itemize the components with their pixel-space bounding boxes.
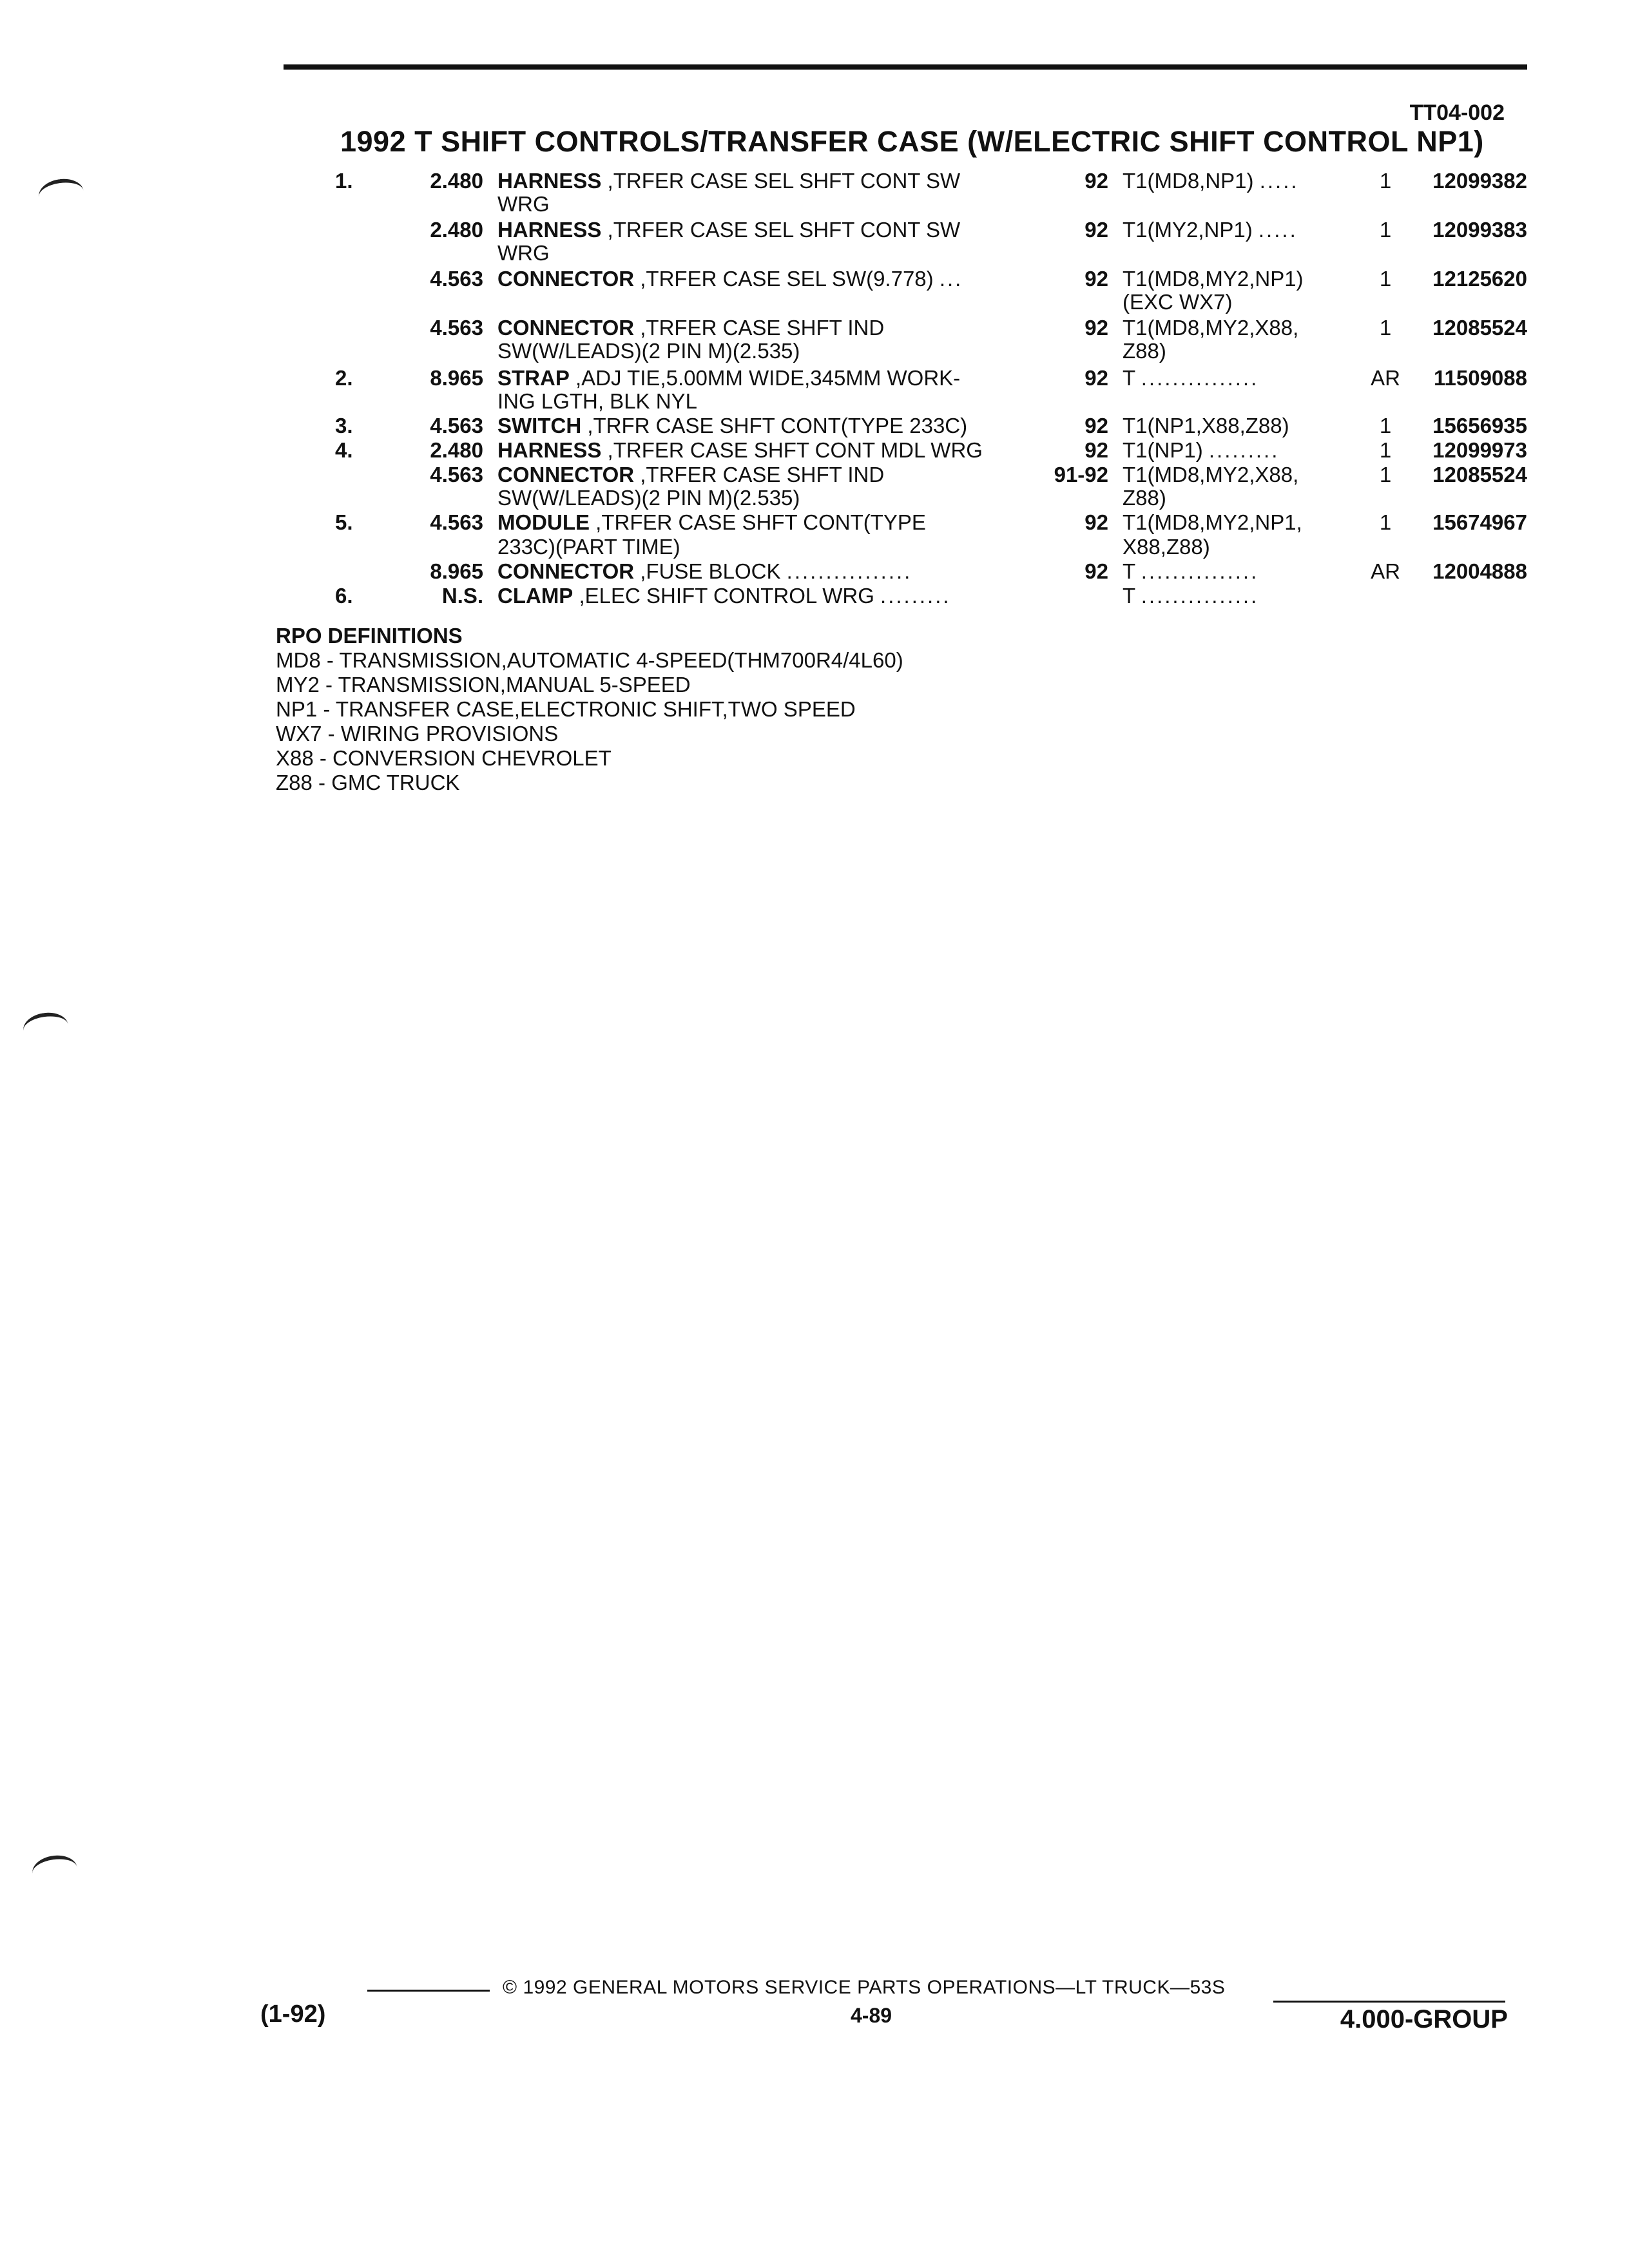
part-number: 12085524: [1432, 316, 1527, 340]
part-description: [497, 535, 1032, 559]
part-description: [497, 486, 1032, 510]
usage-code: [1123, 559, 1354, 584]
group-number: 4.563: [430, 414, 483, 437]
leader-dots: ...............: [1141, 559, 1259, 583]
group-number: 4.563: [430, 510, 483, 534]
parts-row: [0, 241, 1629, 265]
parts-row: [0, 438, 1629, 463]
part-description-text: ,TRFER CASE SEL SHFT CONT SW: [607, 218, 961, 242]
leader-dots: ...: [939, 267, 963, 291]
group-number: 4.563: [430, 463, 483, 486]
group-number: N.S.: [441, 584, 483, 608]
part-description: [497, 218, 1032, 242]
usage-code: [1123, 486, 1354, 510]
parts-row: [0, 389, 1629, 414]
part-description: [497, 510, 1032, 535]
group-number: 2.480: [430, 169, 483, 193]
footer-copyright: © 1992 GENERAL MOTORS SERVICE PARTS OPERATIONS—LT TRUCK—53S: [503, 1977, 1226, 1998]
page-title: 1992 T SHIFT CONTROLS/TRANSFER CASE (W/ELECTRIC SHIFT CONTROL NP1): [340, 125, 1484, 158]
part-number: 12085524: [1432, 463, 1527, 486]
usage-text: X88,Z88): [1123, 535, 1210, 559]
usage-text: T: [1123, 584, 1135, 608]
part-number: 12099383: [1432, 218, 1527, 242]
rpo-item: MY2 - TRANSMISSION,MANUAL 5-SPEED: [276, 673, 691, 697]
part-description-text: ,TRFER CASE SHFT IND: [640, 463, 885, 486]
rpo-item: X88 - CONVERSION CHEVROLET: [276, 746, 612, 770]
parts-row: [0, 290, 1629, 314]
part-description: [497, 192, 1032, 216]
rpo-item: Z88 - GMC TRUCK: [276, 771, 460, 794]
parts-row: [0, 510, 1629, 535]
part-name: HARNESS: [497, 438, 602, 462]
usage-code: [1123, 510, 1354, 535]
footer-rule: [1273, 2001, 1505, 2003]
part-description-text: ING LGTH, BLK NYL: [497, 389, 697, 413]
part-description-text: ,FUSE BLOCK: [640, 559, 781, 583]
part-description-text: ,TRFER CASE SHFT CONT MDL WRG: [607, 438, 983, 462]
part-name: CONNECTOR: [497, 559, 635, 583]
model-year: 92: [1084, 438, 1108, 462]
group-number: 4.563: [430, 267, 483, 291]
part-description: [497, 463, 1032, 487]
parts-row: [0, 584, 1629, 608]
usage-text: T1(MD8,MY2,X88,: [1123, 316, 1299, 340]
part-description-text: SW(W/LEADS)(2 PIN M)(2.535): [497, 486, 800, 510]
quantity: 1: [1379, 510, 1392, 534]
punch-mark: [21, 1010, 70, 1045]
part-description: [497, 366, 1032, 390]
part-number: 12099973: [1432, 438, 1527, 462]
part-description: [497, 316, 1032, 340]
usage-text: T1(MY2,NP1): [1123, 218, 1253, 242]
page-number: 4-89: [851, 2004, 892, 2027]
model-year: 92: [1084, 218, 1108, 242]
item-number: 1.: [335, 169, 353, 193]
footer-group: 4.000-GROUP: [1340, 2005, 1508, 2033]
part-description: [497, 339, 1032, 363]
quantity: 1: [1379, 218, 1392, 242]
model-year: 92: [1084, 316, 1108, 340]
item-number: 4.: [335, 438, 353, 462]
footer-rule: [367, 1990, 490, 1992]
part-number: 11509088: [1433, 366, 1527, 390]
quantity: 1: [1379, 463, 1392, 486]
usage-code: [1123, 414, 1354, 438]
part-description-text: 233C)(PART TIME): [497, 535, 680, 559]
group-number: 2.480: [430, 438, 483, 462]
usage-text: T: [1123, 559, 1135, 583]
part-description-text: ,ELEC SHIFT CONTROL WRG: [579, 584, 874, 608]
usage-text: Z88): [1123, 339, 1166, 363]
part-description-text: ,TRFER CASE SEL SHFT CONT SW: [607, 169, 961, 193]
model-year: 92: [1084, 414, 1108, 437]
parts-row: [0, 267, 1629, 291]
group-number: 4.563: [430, 316, 483, 340]
part-name: STRAP: [497, 366, 570, 390]
part-description-text: WRG: [497, 241, 550, 265]
leader-dots: .....: [1258, 218, 1298, 242]
parts-row: [0, 463, 1629, 487]
rpo-definitions: [276, 624, 903, 795]
part-description: [497, 438, 1032, 463]
item-number: 3.: [335, 414, 353, 437]
parts-row: [0, 316, 1629, 340]
usage-code: [1123, 169, 1354, 193]
quantity: 1: [1379, 316, 1392, 340]
quantity: AR: [1371, 366, 1400, 390]
parts-row: [0, 218, 1629, 242]
parts-row: [0, 169, 1629, 193]
leader-dots: .........: [1208, 438, 1280, 462]
part-description: [497, 584, 1032, 608]
part-number: 12125620: [1432, 267, 1527, 291]
parts-row: [0, 414, 1629, 438]
usage-text: T1(NP1,X88,Z88): [1123, 414, 1289, 437]
usage-text: T1(MD8,MY2,X88,: [1123, 463, 1299, 486]
part-description-text: ,TRFR CASE SHFT CONT(TYPE 233C): [587, 414, 968, 437]
quantity: 1: [1379, 267, 1392, 291]
parts-row: [0, 559, 1629, 584]
usage-text: (EXC WX7): [1123, 290, 1233, 314]
part-description-text: ,TRFER CASE SHFT IND: [640, 316, 885, 340]
part-number: 12004888: [1432, 559, 1527, 583]
model-year: 92: [1084, 559, 1108, 583]
rpo-item: MD8 - TRANSMISSION,AUTOMATIC 4-SPEED(THM700R4/4L60): [276, 648, 903, 672]
part-name: CLAMP: [497, 584, 574, 608]
usage-code: [1123, 290, 1354, 314]
part-name: CONNECTOR: [497, 267, 635, 291]
quantity: 1: [1379, 414, 1392, 437]
part-description: [497, 559, 1032, 584]
usage-code: [1123, 535, 1354, 559]
usage-text: T1(MD8,MY2,NP1): [1123, 267, 1304, 291]
item-number: 5.: [335, 510, 353, 534]
quantity: 1: [1379, 169, 1392, 193]
usage-code: [1123, 218, 1354, 242]
usage-text: T1(MD8,MY2,NP1,: [1123, 510, 1302, 534]
top-rule: [284, 64, 1527, 70]
usage-code: [1123, 584, 1354, 608]
leader-dots: ...............: [1141, 366, 1259, 390]
item-number: 6.: [335, 584, 353, 608]
group-number: 8.965: [430, 559, 483, 583]
rpo-list: [276, 648, 903, 795]
part-name: HARNESS: [497, 169, 602, 193]
footer-date: (1-92): [260, 2001, 326, 2028]
model-year: 91-92: [1054, 463, 1108, 486]
model-year: 92: [1084, 267, 1108, 291]
parts-row: [0, 366, 1629, 390]
usage-text: T1(MD8,NP1): [1123, 169, 1254, 193]
usage-code: [1123, 463, 1354, 487]
part-description-text: SW(W/LEADS)(2 PIN M)(2.535): [497, 339, 800, 363]
usage-text: T: [1123, 366, 1135, 390]
parts-row: [0, 339, 1629, 363]
part-description: [497, 241, 1032, 265]
part-description: [497, 414, 1032, 438]
part-description-text: ,ADJ TIE,5.00MM WIDE,345MM WORK-: [575, 366, 961, 390]
leader-dots: .....: [1259, 169, 1299, 193]
part-name: MODULE: [497, 510, 590, 534]
part-number: 15656935: [1432, 414, 1527, 437]
leader-dots: .........: [880, 584, 951, 608]
parts-row: [0, 535, 1629, 559]
leader-dots: ...............: [1141, 584, 1259, 608]
part-name: CONNECTOR: [497, 316, 635, 340]
part-description-text: ,TRFER CASE SEL SW(9.778): [640, 267, 934, 291]
usage-code: [1123, 267, 1354, 291]
parts-row: [0, 486, 1629, 510]
usage-code: [1123, 366, 1354, 390]
part-description: [497, 169, 1032, 193]
model-year: 92: [1084, 510, 1108, 534]
group-number: 8.965: [430, 366, 483, 390]
part-number: 15674967: [1432, 510, 1527, 534]
parts-row: [0, 192, 1629, 216]
part-name: HARNESS: [497, 218, 602, 242]
part-name: CONNECTOR: [497, 463, 635, 486]
model-year: 92: [1084, 366, 1108, 390]
rpo-item: NP1 - TRANSFER CASE,ELECTRONIC SHIFT,TWO SPEED: [276, 697, 856, 721]
quantity: AR: [1371, 559, 1400, 583]
part-name: SWITCH: [497, 414, 582, 437]
part-number: 12099382: [1432, 169, 1527, 193]
usage-code: [1123, 438, 1354, 463]
usage-text: T1(NP1): [1123, 438, 1203, 462]
usage-code: [1123, 316, 1354, 340]
usage-text: Z88): [1123, 486, 1166, 510]
rpo-item: WX7 - WIRING PROVISIONS: [276, 722, 559, 745]
leader-dots: ................: [786, 559, 912, 583]
part-description: [497, 389, 1032, 414]
item-number: 2.: [335, 366, 353, 390]
usage-code: [1123, 339, 1354, 363]
part-description: [497, 267, 1032, 291]
illustration-code: TT04-002: [1409, 101, 1505, 125]
part-description-text: WRG: [497, 192, 550, 216]
punch-mark: [30, 1852, 79, 1888]
model-year: 92: [1084, 169, 1108, 193]
group-number: 2.480: [430, 218, 483, 242]
rpo-title: RPO DEFINITIONS: [276, 624, 463, 648]
part-description-text: ,TRFER CASE SHFT CONT(TYPE: [595, 510, 926, 534]
quantity: 1: [1379, 438, 1392, 462]
